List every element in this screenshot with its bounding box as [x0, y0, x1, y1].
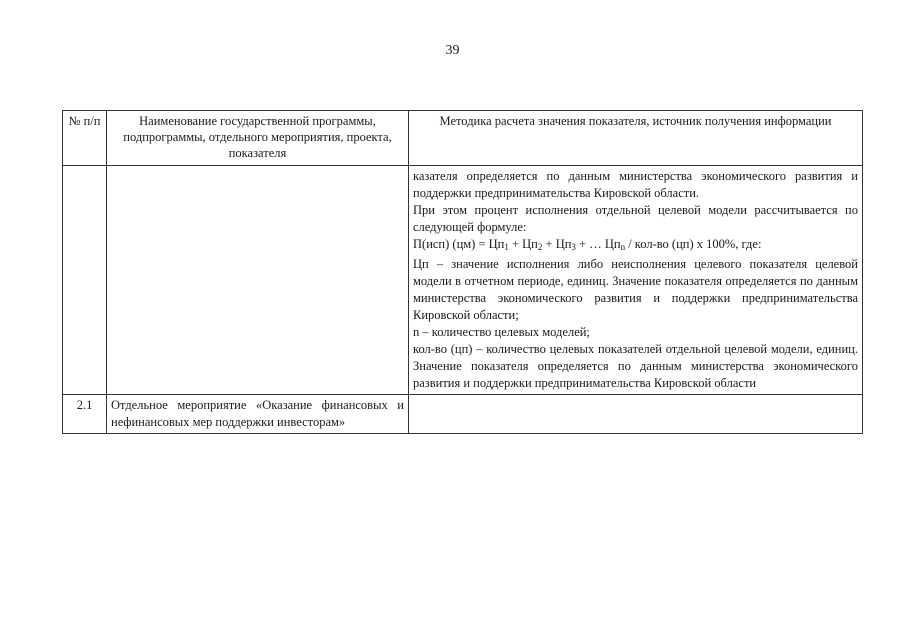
header-method: Методика расчета значения показателя, источник получения информации — [409, 111, 863, 166]
indicator-table — [62, 110, 863, 434]
header-num: № п/п — [63, 111, 107, 166]
page-number: 39 — [445, 43, 460, 58]
formula-sub-n: n — [620, 242, 626, 252]
formula-sub-2: 2 — [537, 242, 543, 252]
method-paragraph-3: Цп – значение исполнения либо неисполнения целевого показателя целевой модели в отчетном периоде, единиц. Значение показателя определяется по данным министерства экономического развития и поддержки предпринимательства Кировской области; — [413, 257, 858, 322]
table-row — [63, 395, 863, 434]
formula-sub-3: 3 — [571, 242, 576, 252]
formula-plus-1: + Цп — [508, 237, 538, 251]
method-paragraph-2: При этом процент исполнения отдельной целевой модели рассчитывается по следующей формуле: — [413, 203, 858, 234]
row1-num — [63, 166, 107, 395]
header-name: Наименование государственной программы, подпрограммы, отдельного мероприятия, проекта, показателя — [107, 111, 409, 166]
formula-plus-3: + … Цп — [575, 237, 621, 251]
method-paragraph-4: n – количество целевых моделей; — [413, 325, 590, 339]
row1-name — [107, 166, 409, 395]
row1-method — [409, 166, 863, 395]
table-row — [63, 166, 863, 395]
method-paragraph-5: кол-во (цп) – количество целевых показателей отдельной целевой модели, единиц. Значение показателя определяется по данным министерства экономического развития и поддержки предпринимательства Кировской области — [413, 342, 858, 390]
method-paragraph-1: казателя определяется по данным министерства экономического развития и поддержки предпринимательства Кировской области. — [413, 169, 858, 200]
formula-plus-2: + Цп — [542, 237, 572, 251]
formula-suffix: / кол-во (цп) х 100%, где: — [625, 237, 762, 251]
row2-name: Отдельное мероприятие «Оказание финансовых и нефинансовых мер поддержки инвесторам» — [107, 395, 409, 434]
row2-num: 2.1 — [63, 395, 107, 434]
formula — [413, 236, 858, 256]
table-header-row — [63, 111, 863, 166]
formula-prefix: П(исп) (цм) = Цп — [413, 237, 505, 251]
formula-sub-1: 1 — [504, 242, 509, 252]
row2-method — [409, 395, 863, 434]
